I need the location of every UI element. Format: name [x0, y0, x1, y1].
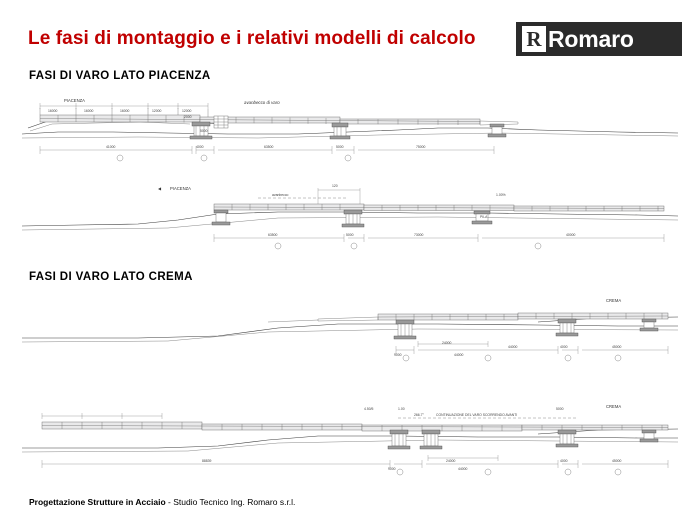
label-dim-small: 9000 [394, 353, 402, 357]
label-dim-5: 45000 [612, 345, 622, 349]
label-pier-note: PILA [480, 215, 488, 219]
footer-company: Progettazione Strutture in Acciaio [29, 497, 166, 507]
label-seg-3: 16000 [120, 109, 130, 113]
label-sub: 2000 [184, 115, 192, 119]
logo-wordmark: Romaro [548, 25, 634, 52]
drawing-fase-varo-piacenza-2 [18, 180, 682, 262]
label-site: CREMA [606, 404, 622, 409]
label-dim-2: 44000 [508, 345, 518, 349]
label-dim-5: 75000 [416, 145, 426, 149]
label-dim-4: 5000 [336, 145, 344, 149]
label-top-dim: 120 [332, 184, 338, 188]
label-dim-1: 24000 [442, 341, 452, 345]
label-seg-1: 16000 [48, 109, 58, 113]
drawing-fase-varo-crema-1 [18, 288, 682, 378]
label-dim-2: 24000 [446, 459, 456, 463]
label-top-left: 4.50/5 [364, 407, 374, 411]
label-slope: 1.00 [398, 407, 405, 411]
label-seg-5: 12000 [182, 109, 192, 113]
label-dim-2: 4000 [196, 145, 204, 149]
section-heading-crema: FASI DI VARO LATO CREMA [29, 271, 193, 283]
label-site: PIACENZA [170, 186, 191, 191]
drawing-fase-varo-crema-2 [18, 396, 682, 488]
label-arrow: ◀ [158, 186, 162, 191]
label-right-note: 1.00% [496, 193, 506, 197]
label-dim-1: 63500 [268, 233, 278, 237]
label-dim-3: 44000 [458, 467, 468, 471]
label-dim-4: 4000 [560, 345, 568, 349]
label-dim-3: 63500 [264, 145, 274, 149]
label-note: avanbecco [272, 193, 289, 197]
section-heading-piacenza: FASI DI VARO LATO PIACENZA [29, 70, 211, 82]
label-dim-1: 41000 [106, 145, 116, 149]
page-title: Le fasi di montaggio e i relativi modelli di calcolo [28, 28, 476, 49]
label-dim-1: 88839 [202, 459, 212, 463]
label-note: CONTINUAZIONE DEL VARO SCORRENDO AVANTI [436, 413, 518, 417]
label-dim-2: 5000 [346, 233, 354, 237]
label-dim-4: 40000 [566, 233, 576, 237]
footer [29, 497, 295, 507]
logo-mark-letter: R [522, 26, 546, 52]
label-note: avanbecco di varo [244, 100, 280, 105]
label-site: CREMA [606, 298, 622, 303]
romaro-logo [516, 22, 682, 56]
label-site: PIACENZA [64, 98, 85, 103]
label-dim-3: 44000 [454, 353, 464, 357]
label-dim-4: 4000 [560, 459, 568, 463]
label-dim-small: 9000 [388, 467, 396, 471]
footer-studio: - Studio Tecnico Ing. Romaro s.r.l. [165, 497, 296, 507]
label-top-right: 5000 [556, 407, 564, 411]
label-seg-4: 12000 [152, 109, 162, 113]
label-dim-3: 73000 [414, 233, 424, 237]
label-dim-5: 45000 [612, 459, 622, 463]
label-dim-small: 5000 [200, 129, 208, 133]
label-angle: 266.7° [414, 413, 424, 417]
drawing-fase-varo-piacenza-1 [18, 88, 682, 178]
label-seg-2: 16000 [84, 109, 94, 113]
